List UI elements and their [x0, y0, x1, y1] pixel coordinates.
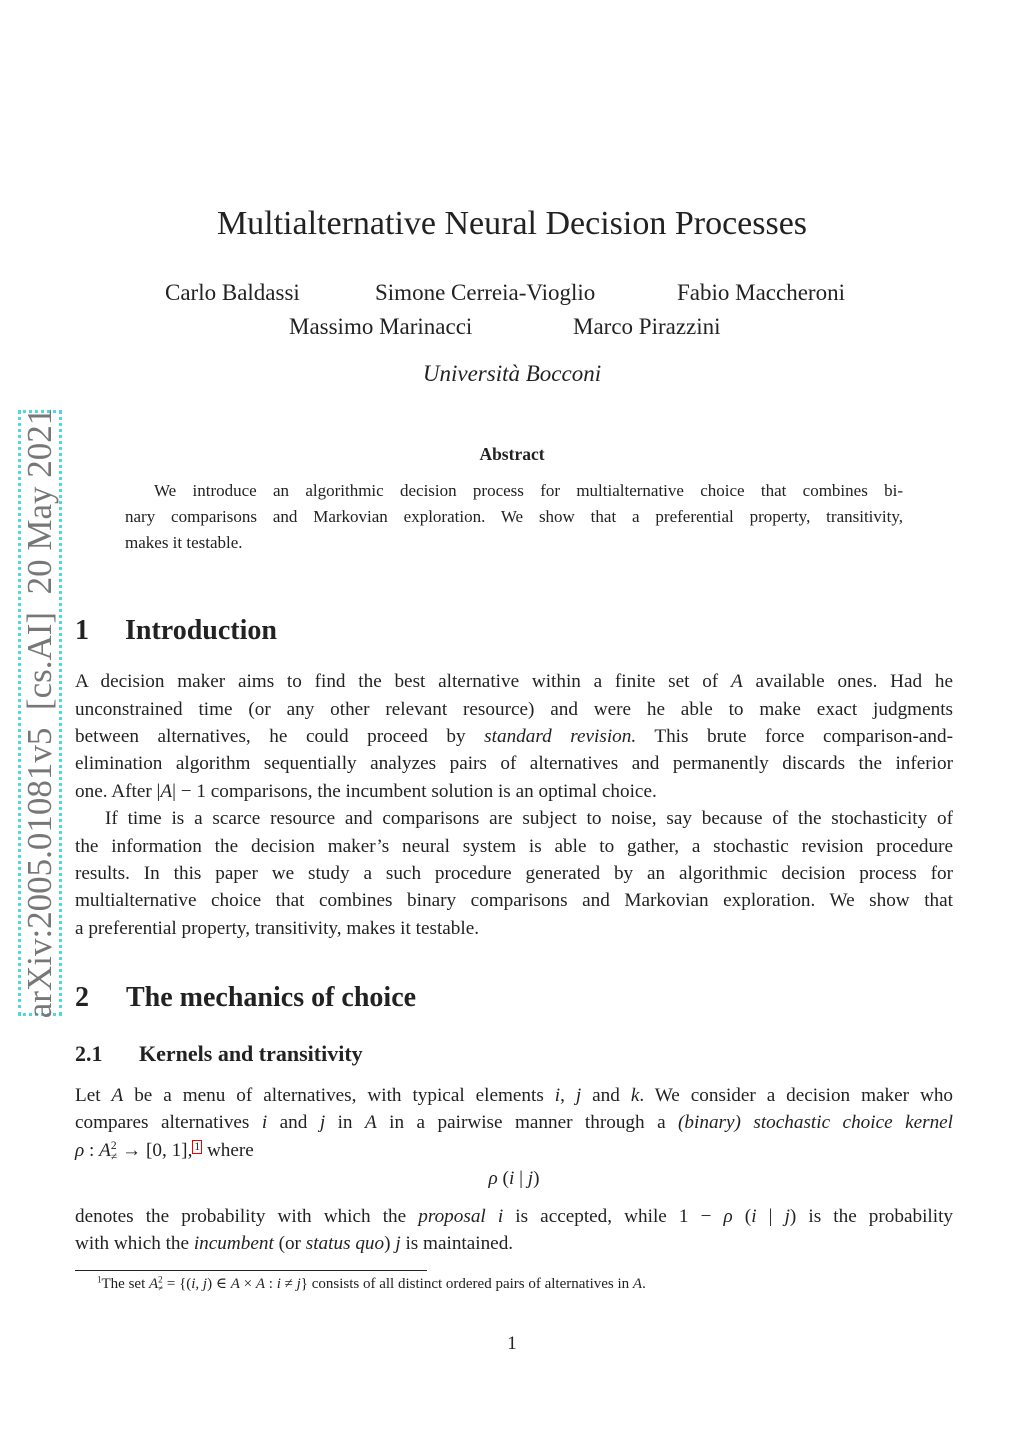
text-span: , — [560, 1085, 576, 1106]
text-span: j — [784, 1206, 790, 1227]
text-span: 1 — [97, 1274, 102, 1285]
text-span: A — [730, 671, 743, 692]
text-span: ≠ — [280, 1276, 297, 1292]
text-span: A — [255, 1276, 266, 1292]
text-span: denotes the probability with which the — [75, 1206, 419, 1227]
text-span: A — [99, 1140, 111, 1161]
text-line — [75, 1168, 953, 1190]
text-span: k — [630, 1085, 640, 1106]
text-span: i — [554, 1085, 561, 1106]
text-line — [75, 1085, 953, 1107]
text-span — [486, 1206, 498, 1227]
text-span: a preferential property, transitivity, makes it testable. — [75, 918, 480, 939]
text-span: j — [319, 1112, 326, 1133]
text-span: j — [575, 1085, 582, 1106]
text-span: nary comparisons and Markovian exploration. We show that a preferential property, transitivity, — [125, 507, 903, 526]
text-span: . We consider a decision maker who — [639, 1085, 954, 1106]
text-span: A — [111, 1085, 124, 1106]
text-span: × — [239, 1276, 256, 1292]
text-line — [75, 671, 953, 693]
text-span: ρ — [75, 1140, 85, 1161]
text-span: If time is a scarce resource and comparisons are subject to noise, say because of the stochasticity of — [105, 808, 953, 829]
text-span: A — [160, 781, 173, 802]
text-span: i — [276, 1276, 281, 1292]
text-span: standard revision. — [484, 726, 637, 747]
subsection-heading — [75, 1041, 363, 1067]
text-line — [125, 507, 903, 527]
text-span: in a pairwise manner through a — [376, 1112, 679, 1133]
text-span: (binary) stochastic choice kernel — [678, 1112, 954, 1133]
text-line — [75, 1206, 953, 1228]
arxiv-stamp — [18, 407, 62, 1019]
text-span: | — [756, 1206, 785, 1227]
text-span: → [0, 1], — [117, 1140, 193, 1161]
author-name: Marco Pirazzini — [573, 314, 721, 339]
text-span: in — [325, 1112, 365, 1133]
text-span: ) — [533, 1168, 540, 1189]
text-span: : — [265, 1276, 277, 1292]
page-number: 1 — [507, 1333, 517, 1354]
text-line — [105, 808, 953, 830]
text-span: where — [202, 1140, 254, 1161]
text-span: i — [508, 1168, 515, 1189]
text-line — [75, 836, 953, 858]
text-span: 2 — [110, 1140, 117, 1153]
section-title: The mechanics of choice — [126, 982, 417, 1013]
text-span: one. After | — [75, 781, 161, 802]
text-span: ( — [497, 1168, 509, 1189]
text-line — [75, 726, 953, 748]
text-span: and — [581, 1085, 631, 1106]
footnote-ref-link[interactable]: 1 — [194, 1140, 201, 1153]
text-span: available ones. Had he — [742, 671, 953, 692]
text-line — [75, 863, 953, 885]
text-span: ≠ — [110, 1151, 118, 1164]
text-span: be a menu of alternatives, with typical elements — [123, 1085, 555, 1106]
text-span: ρ — [723, 1206, 733, 1227]
text-span: j — [296, 1276, 301, 1292]
text-span: . — [642, 1276, 646, 1292]
section-number: 2 — [75, 982, 89, 1013]
text-span: multialternative choice that combines binary comparisons and Markovian exploration. We show that — [75, 890, 953, 911]
text-line — [125, 533, 903, 553]
text-span: = {( — [163, 1276, 192, 1292]
text-span: A — [148, 1276, 159, 1292]
author-name: Simone Cerreia-Vioglio — [375, 280, 596, 305]
text-span: | − 1 comparisons, the incumbent solution is an optimal choice. — [172, 781, 657, 802]
text-span: i — [751, 1206, 757, 1227]
text-span: and — [267, 1112, 320, 1133]
text-span: j — [395, 1233, 401, 1254]
abstract-heading: Abstract — [479, 444, 545, 464]
text-span: ( — [732, 1206, 752, 1227]
text-span: ) ∈ — [207, 1276, 231, 1292]
text-line — [75, 753, 953, 775]
text-line — [75, 1112, 953, 1134]
text-span: results. In this paper we study a such procedure generated by an algorithmic decision process for — [75, 863, 953, 884]
text-line — [75, 890, 953, 912]
text-span: elimination algorithm sequentially analyzes pairs of alternatives and permanently discards the inferior — [75, 753, 953, 774]
text-span: makes it testable. — [125, 533, 243, 552]
text-line — [75, 699, 953, 721]
text-span: A — [364, 1112, 377, 1133]
text-line — [75, 1233, 953, 1255]
text-span: with which the — [75, 1233, 194, 1254]
text-span: i — [497, 1206, 504, 1227]
text-span: is accepted, while 1 − — [503, 1206, 724, 1227]
text-span: A — [632, 1276, 643, 1292]
arxiv-stamp-text: arXiv:2005.01081v5 [cs.AI] 20 May 2021 — [20, 407, 59, 1019]
text-span: ≠ — [158, 1283, 164, 1294]
text-span: } consists of all distinct ordered pairs of alternatives in — [300, 1276, 633, 1292]
text-line — [154, 481, 903, 501]
text-span: unconstrained time (or any other relevant resource) and were he able to make exact judgments — [75, 699, 953, 720]
text-span: i — [261, 1112, 268, 1133]
text-span: j — [527, 1168, 534, 1189]
text-span: between alternatives, he could proceed by — [75, 726, 485, 747]
text-span: status quo — [305, 1233, 385, 1254]
text-span: This brute force comparison-and- — [636, 726, 953, 747]
subsection-title: Kernels and transitivity — [139, 1041, 363, 1066]
text-span: The set — [101, 1276, 149, 1292]
text-line — [75, 1140, 953, 1163]
text-span: is maintained. — [400, 1233, 514, 1254]
text-span: A decision maker aims to find the best alternative within a finite set of — [75, 671, 731, 692]
section-title: Introduction — [125, 615, 277, 646]
section-heading — [75, 615, 277, 647]
text-line — [75, 781, 953, 803]
text-span: incumbent — [193, 1233, 274, 1254]
section-number: 1 — [75, 615, 89, 646]
text-span: ) — [384, 1233, 396, 1254]
text-span: the information the decision maker’s neural system is able to gather, a stochastic revision procedure — [75, 836, 953, 857]
text-line — [97, 1274, 827, 1293]
author-name: Massimo Marinacci — [289, 314, 473, 339]
paper-title: Multialternative Neural Decision Processes — [216, 205, 808, 242]
text-span: : — [84, 1140, 100, 1161]
text-span: compares alternatives — [75, 1112, 262, 1133]
text-span: ) is the probability — [789, 1206, 954, 1227]
text-span: (or — [273, 1233, 306, 1254]
footnote-rule — [75, 1270, 427, 1271]
subsection-number: 2.1 — [75, 1041, 103, 1066]
text-span: proposal — [418, 1206, 486, 1227]
text-span: We introduce an algorithmic decision process for multialternative choice that combines bi- — [154, 481, 903, 500]
text-line — [75, 918, 953, 940]
text-span: i, j — [191, 1276, 208, 1292]
author-name: Fabio Maccheroni — [677, 280, 845, 305]
author-name: Carlo Baldassi — [165, 280, 300, 305]
affiliation: Università Bocconi — [422, 361, 602, 386]
text-span: | — [514, 1168, 528, 1189]
section-heading — [75, 982, 416, 1014]
text-span: ρ — [488, 1168, 498, 1189]
text-span: A — [230, 1276, 240, 1292]
text-span: Let — [75, 1085, 112, 1106]
text-span: 2 — [158, 1274, 163, 1285]
